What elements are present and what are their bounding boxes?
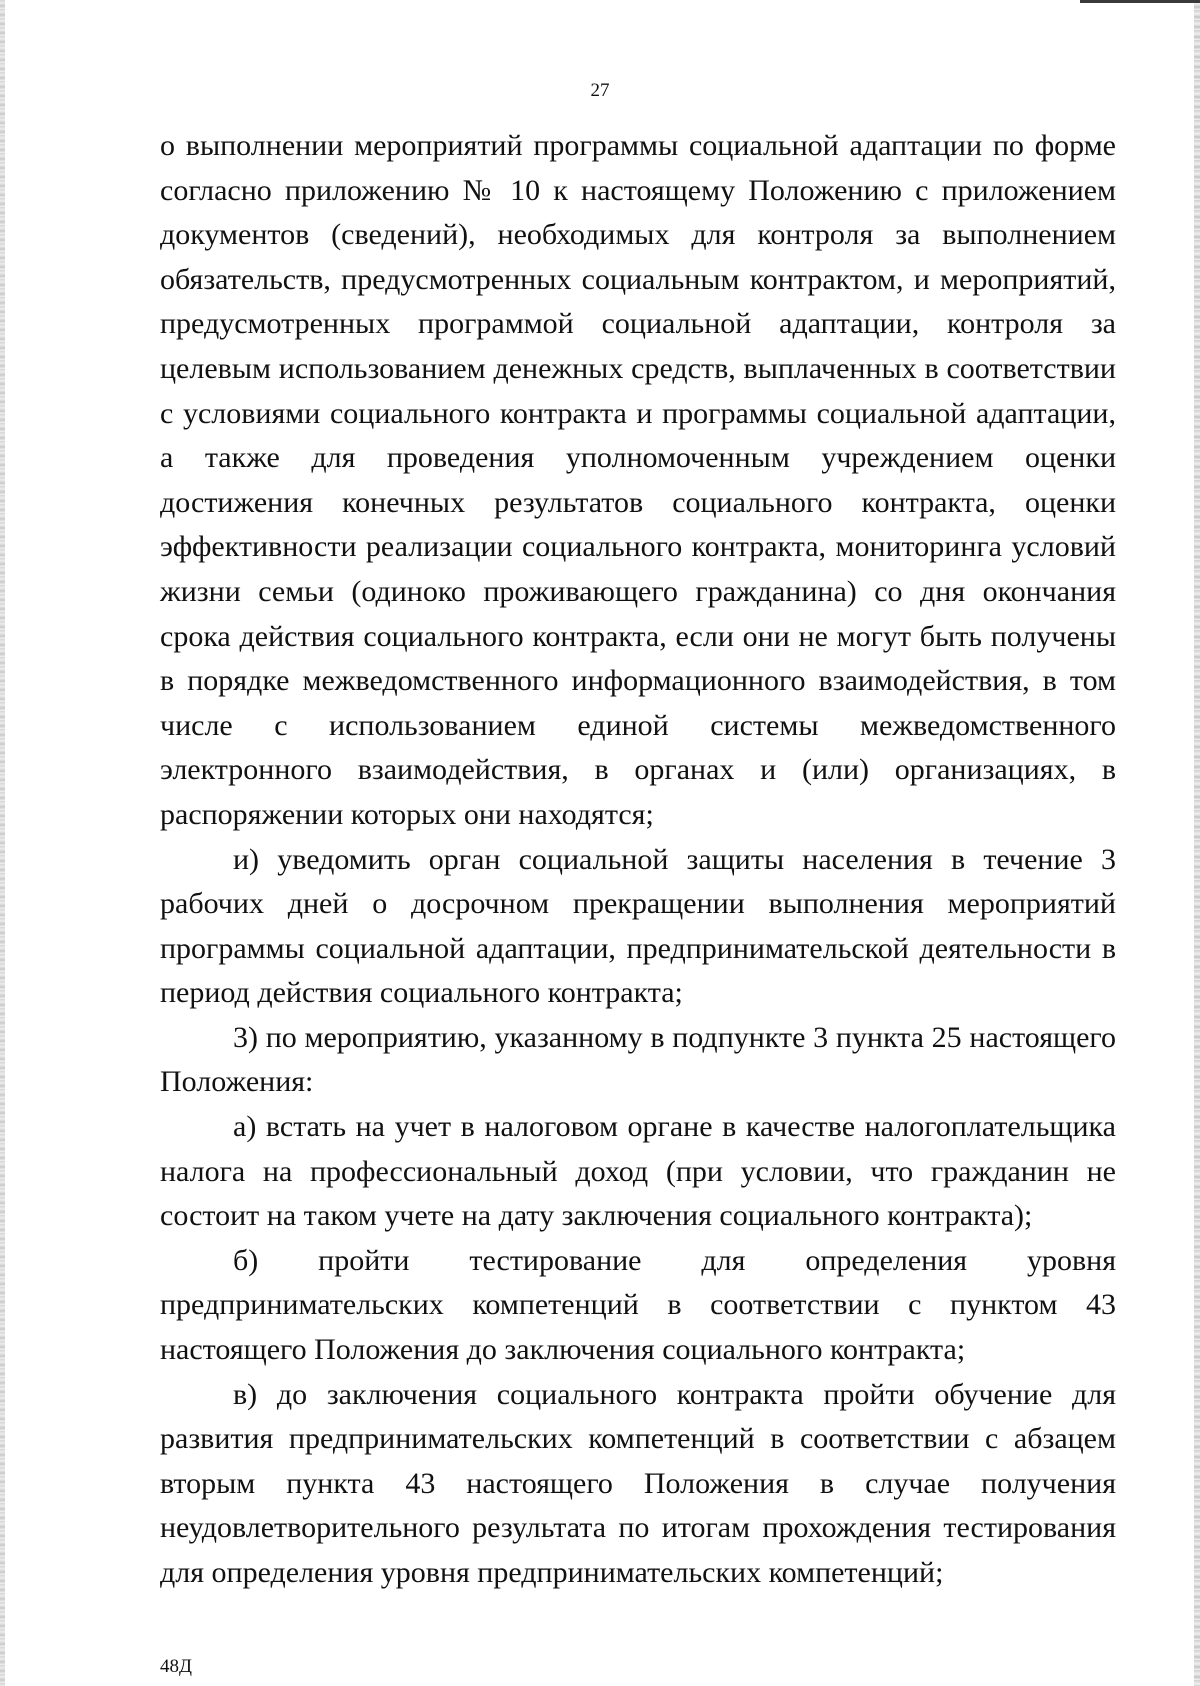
page-number: 27 <box>590 80 610 101</box>
scan-edge-left <box>0 0 5 1686</box>
paragraph-item-i: и) уведомить орган социальной защиты населения в течение 3 рабочих дней о досрочном прекращении выполнения мероприятий программы социальной адаптации, предпринимательской деятельности в период действия социального контракта; <box>160 842 1116 1010</box>
scan-edge-right <box>1194 0 1200 1686</box>
paragraph-item-3: 3) по мероприятию, указанному в подпункте 3 пункта 25 настоящего Положения: <box>160 1020 1116 1099</box>
scan-edge-top <box>1080 0 1200 3</box>
footer-document-code: 48Д <box>160 1656 192 1677</box>
paragraph-item-b: б) пройти тестирование для определения уровня предпринимательских компетенций в соответствии с пунктом 43 настоящего Положения до заключения социального контракта; <box>160 1243 1116 1367</box>
paragraph-item-a: а) встать на учет в налоговом органе в качестве налогоплательщика налога на профессиональный доход (при условии, что гражданин не состоит на таком учете на дату заключения социального контракта); <box>160 1110 1116 1233</box>
paragraph-item-v: в) до заключения социального контракта пройти обучение для развития предпринимательских компетенций в соответствии с абзацем вторым пункта 43 настоящего Положения в случае получения неудовлетворительного результата по итогам прохождения тестирования для определения уровня предпринимательских компетенций; <box>160 1377 1116 1589</box>
document-body <box>160 124 1116 1596</box>
paragraph-continuation: о выполнении мероприятий программы социальной адаптации по форме согласно приложению № 10 к настоящему Положению с приложением документов (сведений), необходимых для контроля за выполнением обязательств, предусмотренных социальным контрактом, и мероприятий, предусмотренных программой социальной адаптации, контроля за целевым использованием денежных средств, выплаченных в соответствии с условиями социального контракта и программы социальной адаптации, а также для проведения уполномоченным учреждением оценки достижения конечных результатов социального контракта, оценки эффективности реализации социального контракта, мониторинга условий жизни семьи (одиноко проживающего гражданина) со дня окончания срока действия социального контракта, если они не могут быть получены в порядке межведомственного информационного взаимодействия, в том числе с использованием единой системы межведомственного электронного взаимодействия, в органах и (или) организациях, в распоряжении которых они находятся; <box>160 129 1116 831</box>
